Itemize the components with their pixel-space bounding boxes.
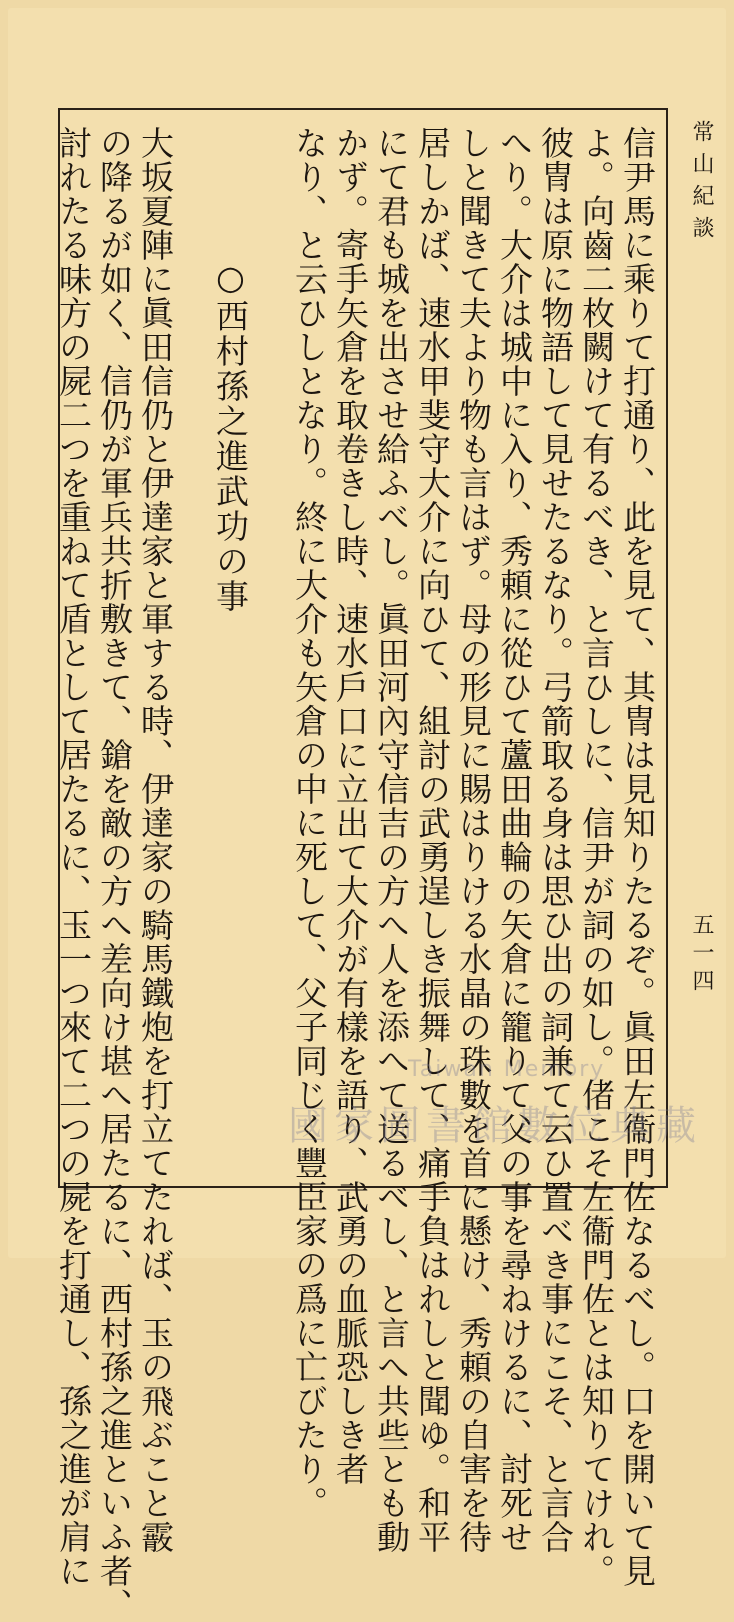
watermark-english: Taiwan Memory	[408, 1057, 606, 1082]
text-line: 討れたる味方の屍二つを重ねて盾として居たるに、玉一つ來て二つの屍を打通し、孫之進が肩に	[54, 126, 93, 1588]
book-page	[8, 8, 726, 1622]
text-line: なり、と云ひしとなり。終に大介も矢倉の中に死して、父子同じく豐臣家の爲に亡びたり。	[290, 126, 329, 1520]
text-line: へり。大介は城中に入り、秀頼に從ひて蘆田曲輪の矢倉に籠りて父の事を尋ねけるに、討死せ	[495, 126, 534, 1554]
text-line: かず。寄手矢倉を取卷きし時、速水戶口に立出て大介が有樣を語り、武勇の血脈恐しき者	[331, 126, 370, 1486]
text-line: にて君も城を出させ給ふべし。眞田河內守信吉の方へ人を添へて送るべし、と言へ共些とも動	[372, 126, 411, 1554]
watermark-chinese: 國家圖書館數位典藏	[288, 1103, 702, 1149]
text-line: しと聞きて夫より物も言はず。母の形見に賜はりける水晶の珠數を首に懸け、秀頼の自害を待	[454, 126, 493, 1554]
text-line: 彼冑は原に物語して見せたるなり。弓箭取る身は思ひ出の詞兼て云ひ置べき事にこそ、と言合	[536, 126, 575, 1554]
text-line: 大坂夏陣に眞田信仍と伊達家と軍する時、伊達家の騎馬鐵炮を打立てたれば、玉の飛ぶこと霰	[136, 126, 175, 1554]
running-title: 常山紀談	[689, 120, 714, 248]
text-line: の降るが如く、信仍が軍兵共折敷きて、鎗を敵の方へ差向け堪へ居たるに、西村孫之進といふ者、	[95, 126, 134, 1622]
text-line: 居しかば、速水甲斐守大介に向ひて、組討の武勇逞しき振舞して、痛手負はれしと聞ゆ。和平	[413, 126, 452, 1554]
text-line: 信尹馬に乘りて打通り、此を見て、其冑は見知りたるぞ。眞田左衞門佐なるべし。口を開いて見	[618, 126, 657, 1588]
section-heading: ○西村孫之進武功の事	[211, 258, 250, 614]
text-line: よ。向齒二枚闕けて有るべき、と言ひしに、信尹が詞の如し。偖こそ左衞門佐とは知りてけれ。	[577, 126, 616, 1588]
page-number: 五一四	[689, 913, 714, 997]
